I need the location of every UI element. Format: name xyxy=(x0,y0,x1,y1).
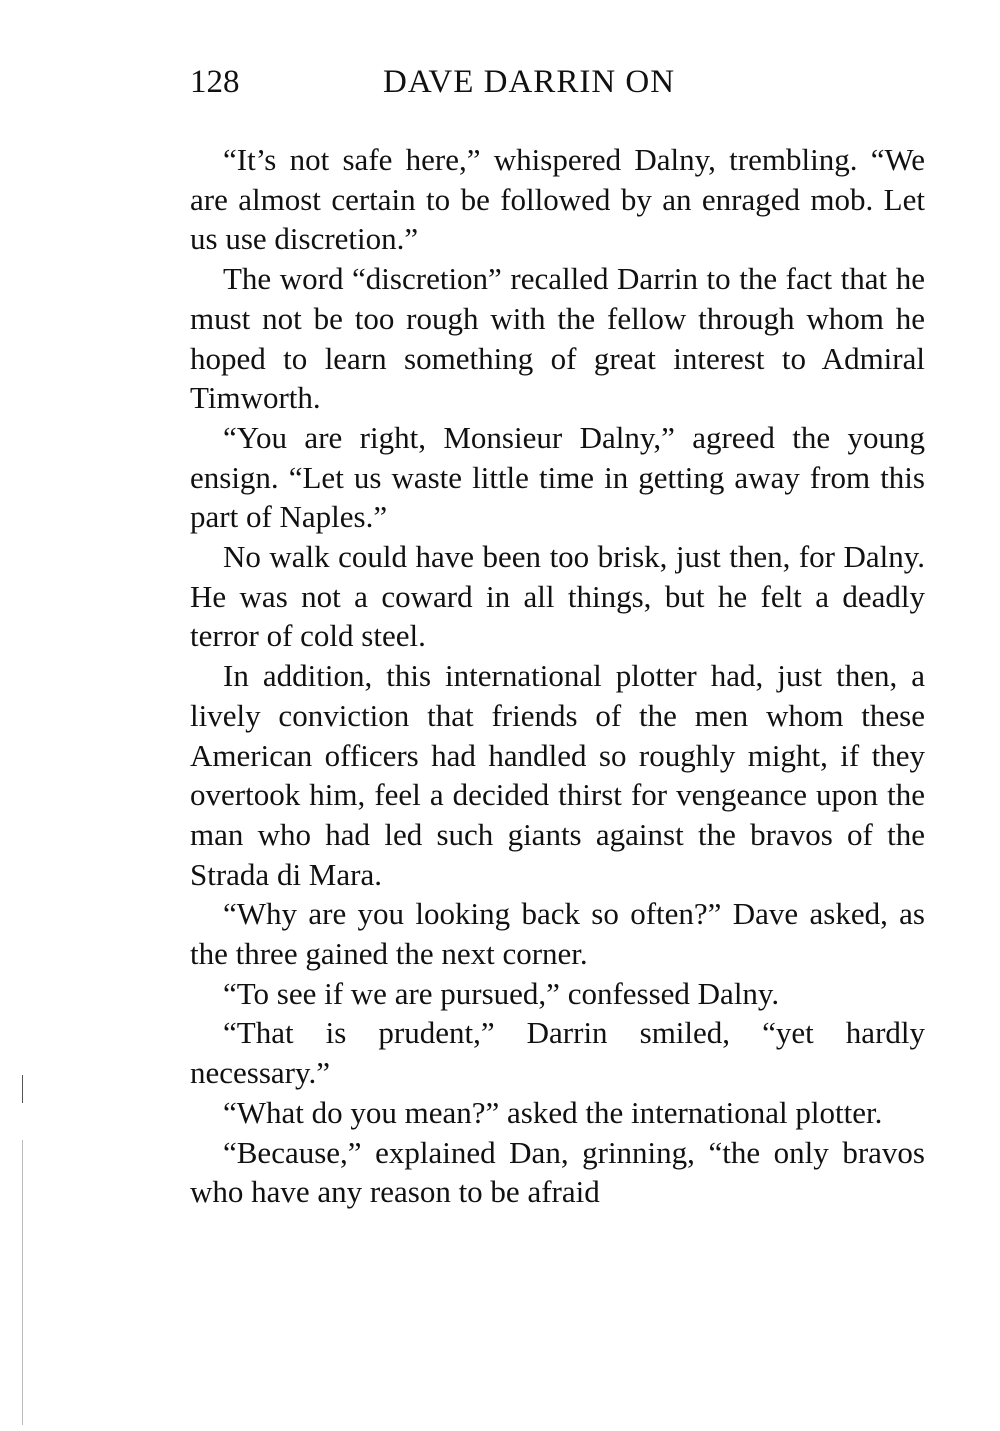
running-head: DAVE DARRIN ON xyxy=(383,64,676,100)
paragraph: “Because,” explained Dan, grinning, “the only bravos who have any reason to be afraid xyxy=(190,1134,925,1210)
scan-edge-mark xyxy=(22,1140,23,1425)
scan-edge-mark xyxy=(22,1075,23,1103)
paragraph: “What do you mean?” asked the international plotter. xyxy=(223,1094,883,1130)
paragraph: “That is prudent,” Darrin smiled, “yet hardly necessary.” xyxy=(190,1015,925,1091)
page-number: 128 xyxy=(190,64,240,100)
body-text xyxy=(190,140,925,1212)
paragraph: “It’s not safe here,” whispered Dalny, trembling. “We are almost certain to be followed by an enraged mob. Let us use discretion.” xyxy=(190,142,925,257)
paragraph: “You are right, Monsieur Dalny,” agreed the young ensign. “Let us waste little time in getting away from this part of Naples.” xyxy=(190,419,925,535)
paragraph: No walk could have been too brisk, just then, for Dalny. He was not a coward in all things, but he felt a deadly terror of cold steel. xyxy=(190,539,925,654)
paragraph: The word “discretion” recalled Darrin to the fact that he must not be too rough with the fellow through whom he hoped to learn something of great interest to Admiral Timworth. xyxy=(190,261,925,416)
page-header xyxy=(190,60,925,104)
paragraph: In addition, this international plotter had, just then, a lively conviction that friends of the men whom these American officers had handled so roughly might, if they overtook him, feel a decided thirst for vengeance upon the man who had led such giants against the bravos of the Strada di Mara. xyxy=(190,658,925,892)
paragraph: “To see if we are pursued,” confessed Dalny. xyxy=(223,975,780,1011)
paragraph: “Why are you looking back so often?” Dave asked, as the three gained the next corner. xyxy=(190,896,925,972)
